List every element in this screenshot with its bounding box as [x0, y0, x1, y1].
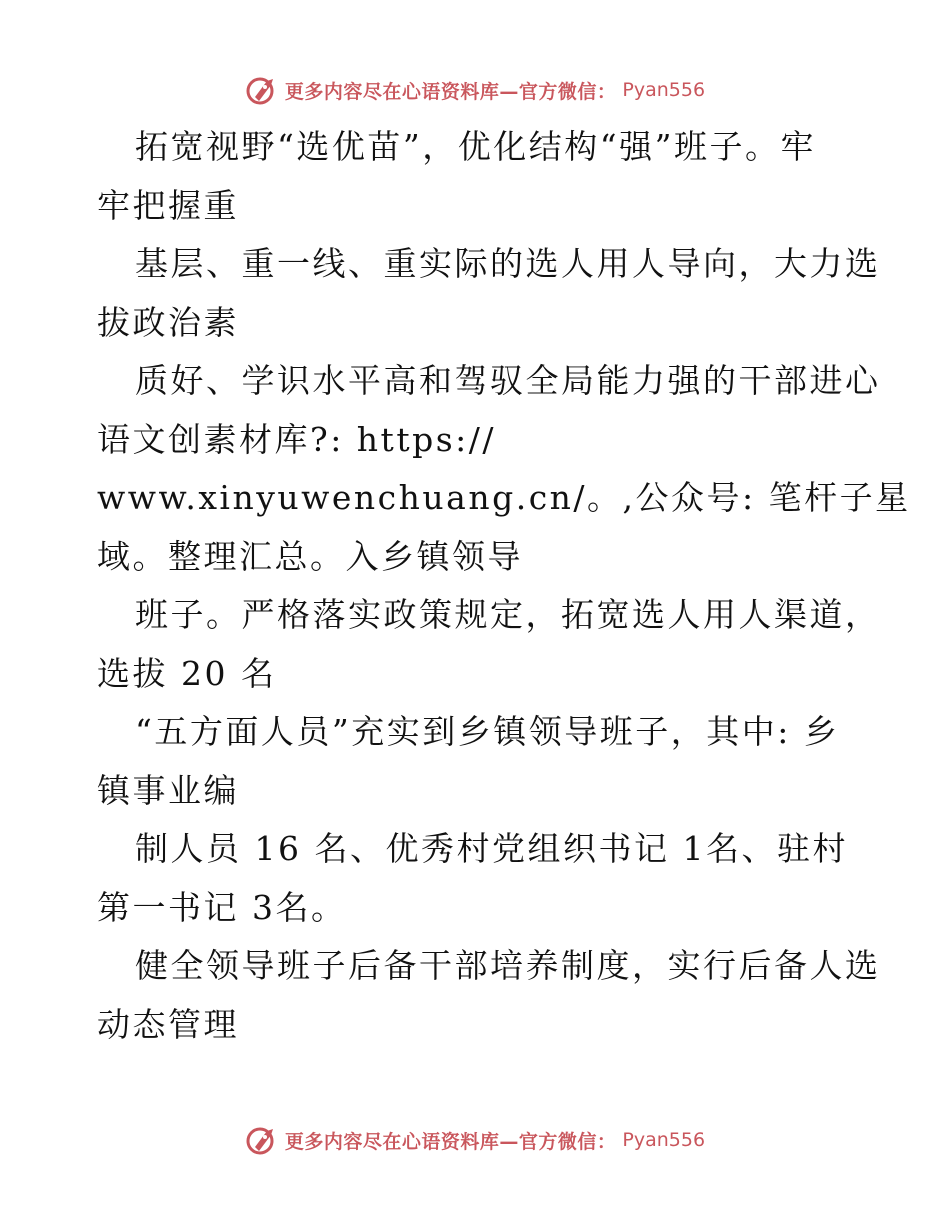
body-line: 牢把握重 — [97, 185, 239, 225]
body-line: 质好、学识水平高和驾驭全局能力强的干部进心 — [135, 361, 881, 400]
body-line: 制人员 16 名、优秀村党组织书记 1名、驻村 — [135, 829, 848, 868]
body-line: 语文创素材库?: https:// — [97, 419, 496, 459]
body-line: 拔政治素 — [97, 302, 239, 342]
body-line: 动态管理 — [97, 1004, 239, 1044]
header-banner-text: 更多内容尽在心语资料库—官方微信： — [284, 80, 617, 103]
body-line: 第一书记 3名。 — [97, 887, 347, 927]
footer-banner-inner — [245, 1123, 705, 1157]
body-line: 健全领导班子后备干部培养制度，实行后备人选 — [135, 946, 881, 985]
body-line: 班子。严格落实政策规定，拓宽选人用人渠道， — [135, 595, 881, 634]
pen-nib-logo-icon — [245, 1123, 279, 1157]
body-line: 拓宽视野“选优苗”，优化结构“强”班子。牢 — [135, 127, 816, 166]
document-body — [97, 118, 911, 1054]
header-wechat-id: Pyan556 — [622, 79, 706, 101]
body-line: 基层、重一线、重实际的选人用人导向，大力选 — [135, 244, 881, 283]
body-line: “五方面人员”充实到乡镇领导班子，其中: 乡 — [135, 712, 840, 751]
body-line: www.xinyuwenchuang.cn/。,公众号: 笔杆子星 — [97, 478, 911, 517]
body-line: 域。整理汇总。入乡镇领导 — [97, 536, 523, 576]
footer-banner — [0, 1120, 950, 1160]
body-line: 镇事业编 — [97, 770, 239, 810]
header-banner-inner — [245, 73, 705, 107]
footer-banner-text: 更多内容尽在心语资料库—官方微信： — [284, 1130, 617, 1153]
header-banner — [0, 70, 950, 110]
footer-wechat-id: Pyan556 — [622, 1129, 706, 1151]
pen-nib-logo-icon — [245, 73, 279, 107]
body-line: 选拔 20 名 — [97, 653, 277, 693]
